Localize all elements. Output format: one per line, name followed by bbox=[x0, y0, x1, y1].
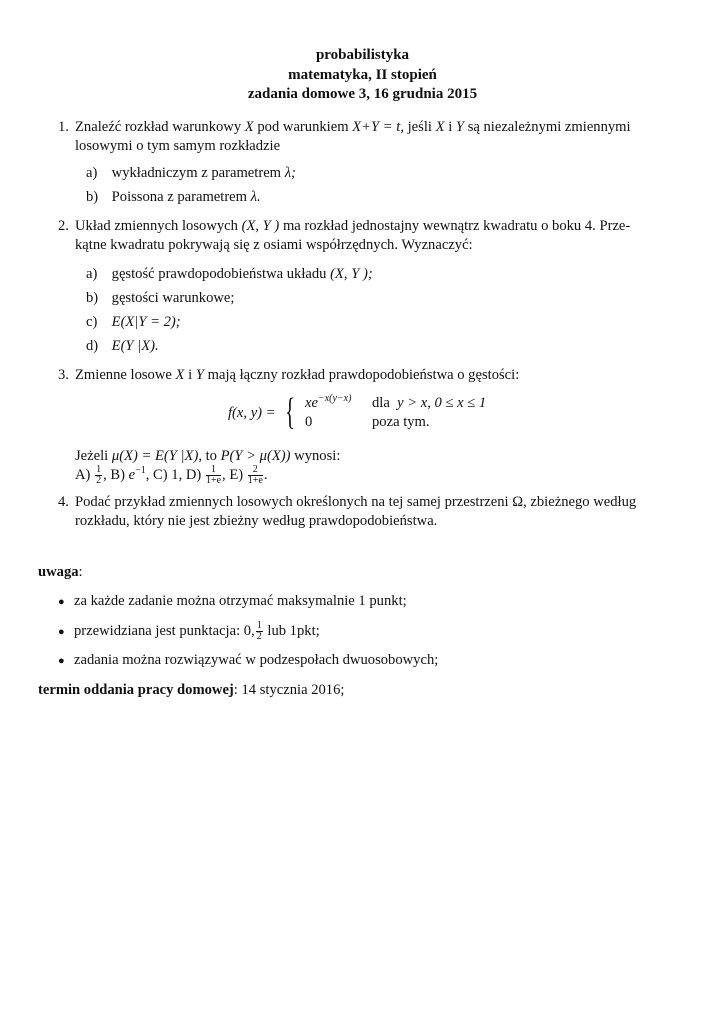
course-title: probabilistyka bbox=[315, 47, 410, 63]
bullet-icon: ● bbox=[58, 655, 65, 667]
task-text: Znaleźć rozkład warunkowy X pod warunkiem X+Y = t, jeśli X i Y są niezależnymi zmiennymi losowymi o tym samym rozkładzie bbox=[75, 119, 631, 154]
task-number: 3. bbox=[58, 367, 69, 383]
task-text: Podać przykład zmiennych losowych określonych na tej samej przestrzeni Ω, zbieżnego według rozkładu, który nie jest zbieżny według prawdopodobieństwa. bbox=[75, 494, 637, 529]
bullet-icon: ● bbox=[58, 596, 65, 608]
note-bullet-1: ● za każde zadanie można otrzymać maksymalnie 1 punkt; bbox=[58, 592, 407, 612]
bullet-icon: ● bbox=[58, 625, 65, 638]
task-4 bbox=[58, 493, 670, 531]
notes-title: uwaga: bbox=[38, 564, 83, 580]
task-3-answers: A) $\frac{1}{2}$ , B) $e^{-1}$, C) 1, D) $\frac{1}{1+e}$ , E) $\frac{2}{1+e}$ . bbox=[75, 464, 268, 486]
task-1-item-b: b) Poissona z parametrem λ. bbox=[86, 189, 261, 205]
answer-d-fraction: $\frac{1}{1+e}$ bbox=[205, 464, 222, 486]
assignment-title: zadania domowe 3, 16 grudnia 2015 bbox=[247, 86, 478, 102]
task-2-item-b: b) gęstości warunkowe; bbox=[86, 290, 235, 306]
task-1 bbox=[58, 118, 670, 156]
deadline-label: termin oddania pracy domowej bbox=[38, 682, 234, 698]
answer-e-fraction: $\frac{2}{1+e}$ bbox=[247, 464, 263, 486]
task-text: Zmienne losowe X i Y mają łączny rozkład prawdopodobieństwa o gęstości: bbox=[75, 367, 520, 383]
course-subtitle: matematyka, II stopień bbox=[288, 66, 437, 83]
task-number: 2. bbox=[58, 218, 69, 234]
note-bullet-2: ● przewidziana jest punktacja: 0, $\frac{1}{2}$ lub 1pkt; bbox=[58, 620, 320, 642]
answer-a-fraction: $\frac{1}{2}$ bbox=[96, 464, 102, 486]
task-2-item-a: a) gęstość prawdopodobieństwa układu (X, Y ); bbox=[86, 266, 373, 282]
density-formula: f(x, y) = { $xe^{-x(y-x)}$ dla y > x, 0 ≤ x ≤ 1 0 poza tym. bbox=[228, 391, 487, 433]
deadline bbox=[38, 681, 344, 700]
task-1-item-a: a) wykładniczym z parametrem λ; bbox=[86, 165, 296, 181]
task-3-question: Jeżeli μ(X) = E(Y |X), to P(Y > μ(X)) wynosi: bbox=[75, 448, 341, 464]
task-text: Układ zmiennych losowych (X, Y ) ma rozkład jednostajny wewnątrz kwadratu o boku 4. Prze- kątne kwadratu pokrywają się z osiami współrzędnych. Wyznaczyć: bbox=[75, 218, 631, 253]
task-2 bbox=[58, 217, 670, 255]
task-2-item-c: c) E(X|Y = 2); bbox=[86, 314, 181, 330]
task-number: 4. bbox=[58, 494, 69, 510]
deadline-value: : 14 stycznia 2016; bbox=[233, 682, 345, 698]
note-bullet-3: ● zadania można rozwiązywać w podzespołach dwuosobowych; bbox=[58, 651, 438, 671]
points-fraction: $\frac{1}{2}$ bbox=[256, 620, 262, 642]
task-3 bbox=[58, 366, 670, 385]
left-brace: { bbox=[285, 391, 296, 433]
formula-lhs: f(x, y) = bbox=[228, 405, 276, 421]
task-number: 1. bbox=[58, 119, 69, 135]
task-2-item-d: d) E(Y |X). bbox=[86, 338, 159, 354]
document-header bbox=[0, 46, 725, 105]
